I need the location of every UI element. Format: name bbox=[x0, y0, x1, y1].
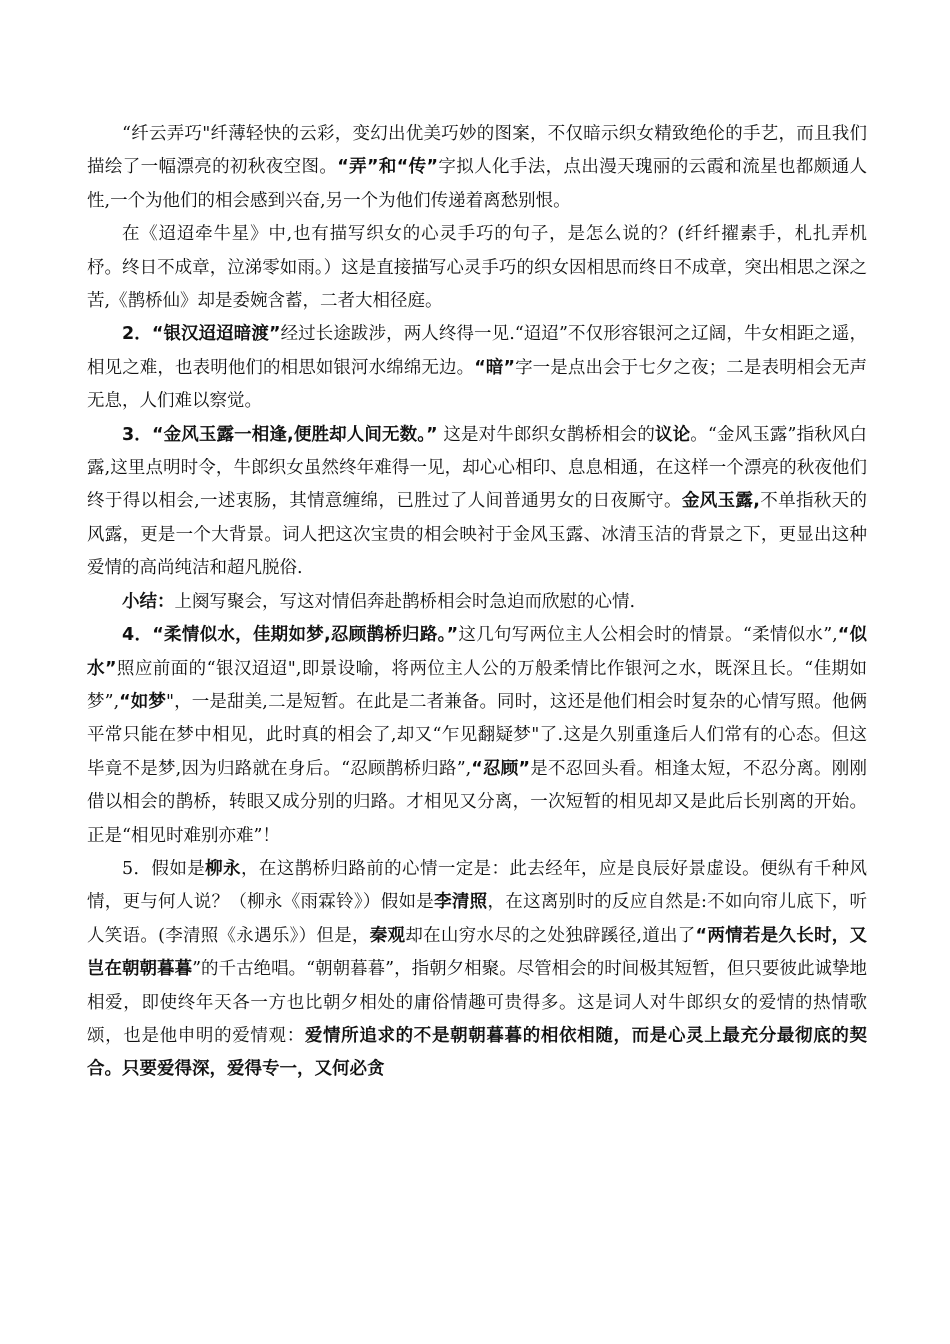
paragraph bbox=[87, 853, 867, 1087]
paragraph bbox=[87, 318, 867, 418]
text-run: 5．假如是 bbox=[122, 858, 206, 879]
bold-text-run: 4．“柔情似水，佳期如梦,忍顾鹊桥归路。” bbox=[122, 625, 459, 646]
text-run: ，在这离别时的反应自然是:不如向帘儿底下，听人笑语。(李清照《永遇乐》）但是， bbox=[87, 892, 868, 946]
text-run: 。“金风玉露”指秋风白露,这里点明时令，牛郎织女虽然终年难得一见，却心心相印、息息相通，在这样一个漂亮的秋夜他们终于得以相会,一述衷肠，其情意缠绵，已胜过了人间普通男女的日夜厮守。 bbox=[87, 424, 868, 512]
bold-text-run: “如梦 bbox=[119, 691, 167, 712]
text-run: 这几句写两位主人公相会时的情景。“柔情似水”, bbox=[458, 625, 838, 646]
text-run: 这是对牛郎织女鹊桥相会的 bbox=[437, 424, 655, 445]
text-run: "，一是甜美,二是短暂。在此是二者兼备。同时，这还是他们相会时复杂的心情写照。他俩平常只能在梦中相见，此时真的相会了,却又“乍见翻疑梦"了.这是久别重逢后人们常有的心态。但这毕竟不是梦,因为归路就在身后。“忍顾鹊桥归路”, bbox=[87, 691, 867, 779]
bold-text-run: 2．“银汉迢迢暗渡” bbox=[122, 324, 281, 345]
text-run: 不单指秋天的风露，更是一个大背景。词人把这次宝贵的相会映衬于金风玉露、冰清玉洁的背景之下，更显出这种爱情的高尚纯洁和超凡脱俗. bbox=[87, 491, 868, 579]
bold-text-run: “两情若是久长时，又岂在朝朝暮暮 bbox=[87, 925, 868, 980]
bold-text-run: 柳永 bbox=[205, 858, 241, 879]
document-body bbox=[87, 118, 867, 1087]
text-run: “纤云弄巧"纤薄轻快的云彩，变幻出优美巧妙的图案，不仅暗示织女精致绝伦的手艺，而且我们描绘了一幅漂亮的初秋夜空图。 bbox=[87, 124, 867, 178]
text-run: ”的千古绝唱。“朝朝暮暮”，指朝夕相聚。尽管相会的时间极其短暂，但只要彼此诚挚地相爱，即使终年天各一方也比朝夕相处的庸俗情趣可贵得多。这是词人对牛郎织女的爱情的热情歌颂，也是他申明的爱情观： bbox=[87, 959, 867, 1046]
text-run: 上阕写聚会，写这对情侣奔赴鹊桥相会时急迫而欣慰的心情. bbox=[174, 591, 636, 612]
bold-text-run: 小结： bbox=[122, 591, 175, 612]
bold-text-run: “忍顾” bbox=[471, 758, 530, 779]
paragraph bbox=[87, 619, 867, 853]
text-run: 却在山穷水尽的之处独辟蹊径,道出了 bbox=[405, 925, 696, 946]
paragraph bbox=[87, 218, 867, 318]
text-run: 经过长途跋涉，两人终得一见.“迢迢”不仅形容银河之辽阔，牛女相距之遥，相见之难，也表明他们的相思如银河水绵绵无边。 bbox=[87, 324, 867, 378]
text-run: 字拟人化手法，点出漫天瑰丽的云霞和流星也都颇通人性,一个为他们的相会感到兴奋,另一个为他们传递着离愁别恨。 bbox=[87, 157, 868, 211]
paragraph bbox=[87, 419, 867, 586]
text-run: 字一是点出会于七夕之夜；二是表明相会无声无息，人们难以察觉。 bbox=[87, 357, 868, 412]
bold-text-run: “似水” bbox=[87, 625, 867, 679]
bold-text-run: 爱情所追求的不是朝朝暮暮的相依相随，而是心灵上最充分最彻底的契合。只要爱得深，爱得专一，又何必贪 bbox=[87, 1025, 867, 1080]
paragraph bbox=[87, 586, 867, 619]
bold-text-run: “弄”和“传” bbox=[337, 157, 439, 178]
paragraph bbox=[87, 118, 867, 218]
text-run: 照应前面的“银汉迢迢",即景设喻，将两位主人公的万般柔情比作银河之水，既深且长。“佳期如梦”, bbox=[87, 658, 867, 712]
bold-text-run: 秦观 bbox=[369, 925, 406, 946]
bold-text-run: 议论 bbox=[654, 424, 691, 445]
bold-text-run: 3．“金风玉露一相逢,便胜却人间无数。” bbox=[122, 424, 438, 445]
text-run: 是不忍回头看。相逢太短，不忍分离。刚刚借以相会的鹊桥，转眼又成分别的归路。才相见又分离，一次短暂的相见却又是此后长别离的开始。正是“相见时难别亦难”！ bbox=[87, 758, 867, 846]
bold-text-run: 金风玉露, bbox=[681, 491, 760, 512]
text-run: 在《迢迢牵牛星》中,也有描写织女的心灵手巧的句子，是怎么说的？(纤纤擢素手，札扎弄机杼。终日不成章，泣涕零如雨。）这是直接描写心灵手巧的织女因相思而终日不成章，突出相思之深之苦,《鹊桥仙》却是委婉含蓄，二者大相径庭。 bbox=[87, 224, 867, 312]
text-run: ，在这鹊桥归路前的心情一定是：此去经年，应是良辰好景虚设。便纵有千种风情，更与何人说？（柳永《雨霖铃》）假如是 bbox=[87, 858, 868, 913]
bold-text-run: “暗” bbox=[474, 357, 515, 378]
bold-text-run: 李清照 bbox=[434, 892, 488, 913]
